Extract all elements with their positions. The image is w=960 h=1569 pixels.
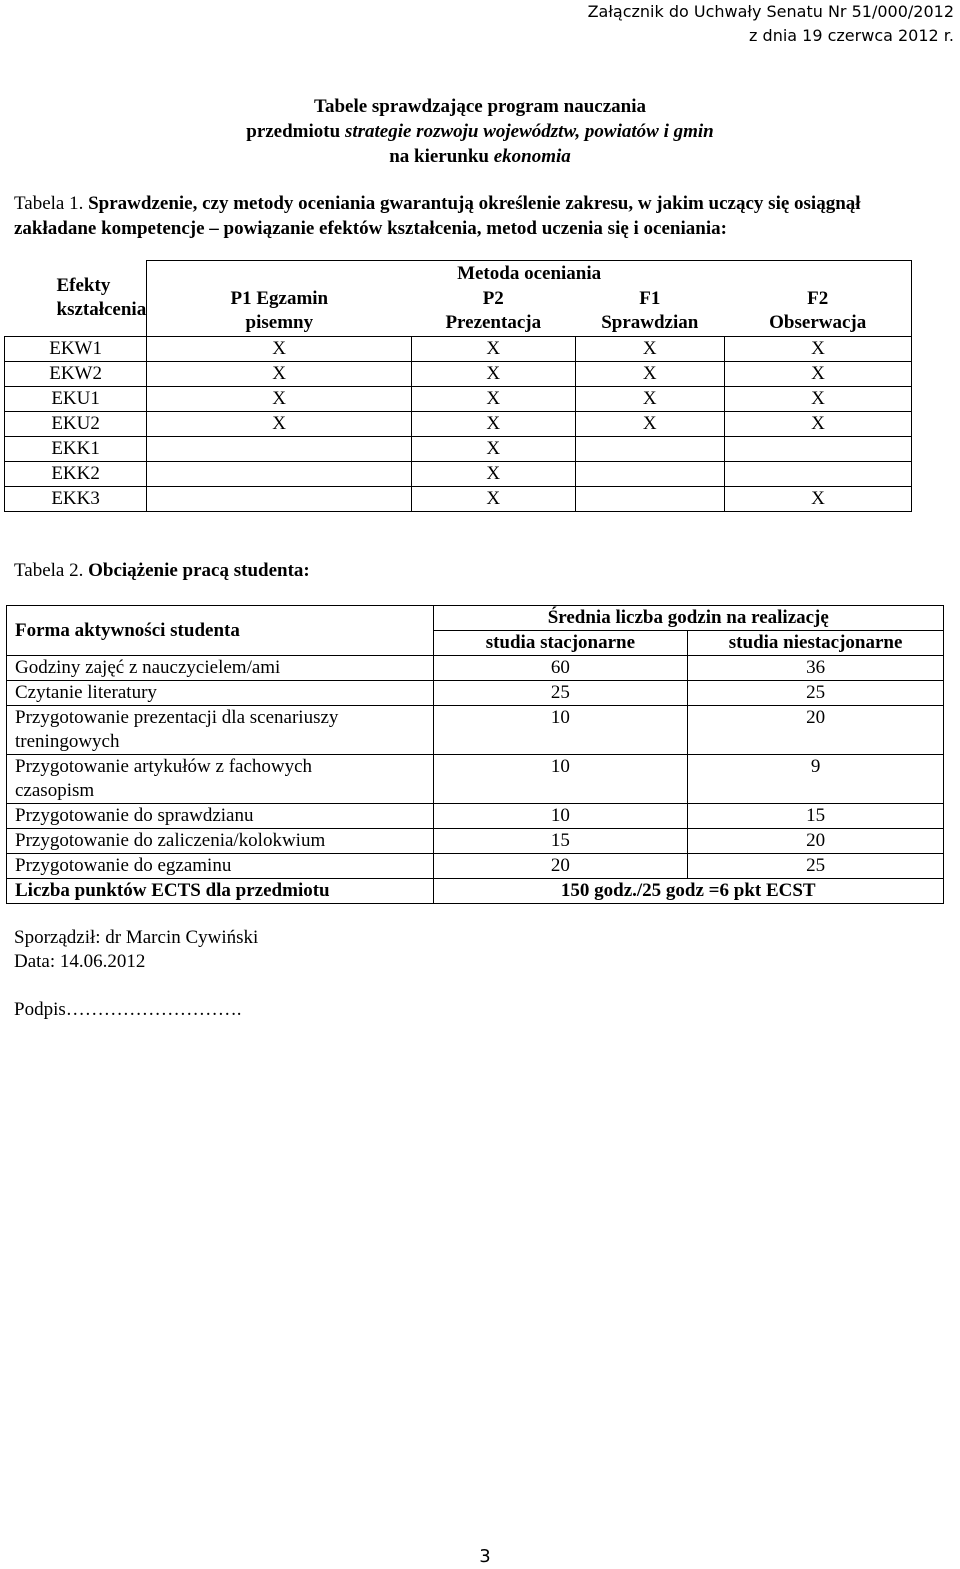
field-of-study: ekonomia xyxy=(493,146,571,167)
method-mark: X xyxy=(147,412,412,437)
workload-table xyxy=(6,605,944,904)
document-title xyxy=(0,94,960,169)
effects-header: Efekty kształcenia xyxy=(56,275,147,321)
method-group-header: Metoda oceniania xyxy=(147,261,912,287)
ects-total-label: Liczba punktów ECTS dla przedmiotu xyxy=(7,879,434,904)
assessment-row xyxy=(5,412,912,437)
method-mark xyxy=(147,462,412,487)
method-mark: X xyxy=(411,437,575,462)
method-mark: X xyxy=(411,462,575,487)
method-mark xyxy=(575,487,724,512)
activity-header: Forma aktywności studenta xyxy=(7,606,434,656)
workload-row xyxy=(7,656,944,681)
effect-code: EKU2 xyxy=(5,412,147,437)
part-time-hours: 25 xyxy=(688,854,944,879)
method-header-f1: F1 Sprawdzian xyxy=(575,287,724,337)
method-mark: X xyxy=(147,387,412,412)
part-time-header: studia niestacjonarne xyxy=(688,631,944,656)
part-time-hours: 36 xyxy=(688,656,944,681)
table1-caption: Tabela 1. Sprawdzenie, czy metody oceniania gwarantują określenie zakresu, w jakim uczący się osiągnął zakładane kompetencje – powiązanie efektów kształcenia, metod uczenia się i oceniania: xyxy=(14,193,861,239)
table2-caption: Tabela 2. Obciążenie pracą studenta: xyxy=(14,560,310,581)
method-mark: X xyxy=(575,337,724,362)
method-mark: X xyxy=(411,487,575,512)
method-mark: X xyxy=(411,412,575,437)
title-line-3: na kierunku ekonomia xyxy=(389,146,571,167)
full-time-hours: 20 xyxy=(433,854,688,879)
method-mark xyxy=(147,437,412,462)
assessment-row xyxy=(5,337,912,362)
method-mark xyxy=(724,462,911,487)
full-time-header: studia stacjonarne xyxy=(433,631,688,656)
activity-name: Przygotowanie do sprawdzianu xyxy=(7,804,434,829)
effect-code: EKU1 xyxy=(5,387,147,412)
method-mark: X xyxy=(724,412,911,437)
workload-row xyxy=(7,755,944,804)
workload-row xyxy=(7,804,944,829)
method-mark xyxy=(147,487,412,512)
method-mark: X xyxy=(724,487,911,512)
method-mark: X xyxy=(147,337,412,362)
assessment-row xyxy=(5,387,912,412)
page-number: 3 xyxy=(479,1546,491,1567)
part-time-hours: 25 xyxy=(688,681,944,706)
full-time-hours: 10 xyxy=(433,755,688,804)
attachment-header xyxy=(588,0,954,48)
activity-name: Przygotowanie do zaliczenia/kolokwium xyxy=(7,829,434,854)
full-time-hours: 60 xyxy=(433,656,688,681)
title-line-1: Tabele sprawdzające program nauczania xyxy=(314,96,646,117)
activity-name: Czytanie literatury xyxy=(7,681,434,706)
full-time-hours: 15 xyxy=(433,829,688,854)
table2-label: Tabela 2. xyxy=(14,560,84,581)
activity-name: Przygotowanie prezentacji dla scenariuszy treningowych xyxy=(7,706,434,755)
effect-code: EKK1 xyxy=(5,437,147,462)
workload-row xyxy=(7,681,944,706)
method-header-p2: P2 Prezentacja xyxy=(411,287,575,337)
workload-row xyxy=(7,829,944,854)
method-mark: X xyxy=(411,337,575,362)
activity-name: Przygotowanie do egzaminu xyxy=(7,854,434,879)
method-mark: X xyxy=(575,412,724,437)
part-time-hours: 15 xyxy=(688,804,944,829)
part-time-hours: 9 xyxy=(688,755,944,804)
title-line-2: przedmiotu strategie rozwoju województw, powiatów i gmin xyxy=(246,121,714,142)
assessment-row xyxy=(5,362,912,387)
effect-code: EKW2 xyxy=(5,362,147,387)
method-mark: X xyxy=(147,362,412,387)
assessment-row xyxy=(5,437,912,462)
method-mark: X xyxy=(411,387,575,412)
workload-row xyxy=(7,854,944,879)
full-time-hours: 10 xyxy=(433,804,688,829)
method-mark: X xyxy=(411,362,575,387)
part-time-hours: 20 xyxy=(688,829,944,854)
table1-label: Tabela 1. xyxy=(14,193,84,214)
method-mark: X xyxy=(724,387,911,412)
effect-code: EKK3 xyxy=(5,487,147,512)
assessment-methods-table xyxy=(4,260,912,512)
activity-name: Godziny zajęć z nauczycielem/ami xyxy=(7,656,434,681)
method-mark: X xyxy=(575,387,724,412)
method-mark: X xyxy=(724,362,911,387)
method-header-p1: P1 Egzamin pisemny xyxy=(147,287,412,337)
hours-group-header: Średnia liczba godzin na realizację xyxy=(433,606,943,631)
activity-name: Przygotowanie artykułów z fachowych czasopism xyxy=(7,755,434,804)
part-time-hours: 20 xyxy=(688,706,944,755)
effect-code: EKK2 xyxy=(5,462,147,487)
attachment-line-2: z dnia 19 czerwca 2012 r. xyxy=(749,26,954,45)
method-mark: X xyxy=(724,337,911,362)
attachment-line-1: Załącznik do Uchwały Senatu Nr 51/000/2012 xyxy=(587,2,954,21)
assessment-row xyxy=(5,487,912,512)
course-name: strategie rozwoju województw, powiatów i gmin xyxy=(344,121,714,142)
method-mark xyxy=(575,462,724,487)
prepared-by: Sporządził: dr Marcin Cywiński xyxy=(14,927,259,948)
workload-row xyxy=(7,706,944,755)
method-header-f2: F2 Obserwacja xyxy=(724,287,911,337)
full-time-hours: 25 xyxy=(433,681,688,706)
ects-total-value: 150 godz./25 godz =6 pkt ECST xyxy=(433,879,943,904)
method-mark: X xyxy=(575,362,724,387)
effect-code: EKW1 xyxy=(5,337,147,362)
method-mark xyxy=(724,437,911,462)
assessment-row xyxy=(5,462,912,487)
signature-line: Podpis………………………. xyxy=(14,999,242,1020)
prepared-date: Data: 14.06.2012 xyxy=(14,951,146,972)
full-time-hours: 10 xyxy=(433,706,688,755)
method-mark xyxy=(575,437,724,462)
